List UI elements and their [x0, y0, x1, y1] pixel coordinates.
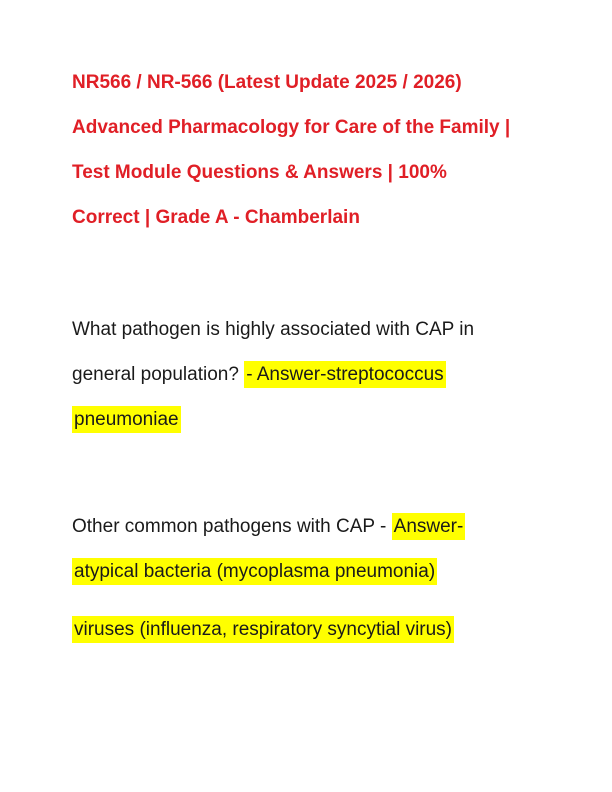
text-line	[72, 504, 552, 549]
text-line	[72, 352, 552, 397]
answer-highlight: pneumoniae	[72, 406, 181, 433]
title-line: Advanced Pharmacology for Care of the Family |	[72, 117, 511, 138]
text-line	[72, 549, 552, 594]
text-line	[72, 307, 552, 352]
question-text: general population?	[72, 364, 245, 385]
document-title	[72, 60, 552, 240]
question-text: Other common pathogens with CAP -	[72, 516, 392, 537]
answer-highlight: atypical bacteria (mycoplasma pneumonia)	[72, 558, 437, 585]
document-body	[72, 307, 552, 652]
title-line: Test Module Questions & Answers | 100%	[72, 162, 447, 183]
qa-block-2-continued	[72, 607, 552, 652]
title-line: NR566 / NR-566 (Latest Update 2025 / 2026)	[72, 72, 462, 93]
text-line	[72, 607, 552, 652]
answer-highlight: viruses (influenza, respiratory syncytial virus)	[72, 616, 454, 643]
answer-highlight: - Answer-streptococcus	[244, 361, 445, 388]
qa-block-2	[72, 504, 552, 594]
title-line: Correct | Grade A - Chamberlain	[72, 207, 360, 228]
answer-highlight: Answer-	[392, 513, 466, 540]
question-text: What pathogen is highly associated with CAP in	[72, 319, 475, 340]
text-line	[72, 397, 552, 442]
qa-block-1	[72, 307, 552, 442]
